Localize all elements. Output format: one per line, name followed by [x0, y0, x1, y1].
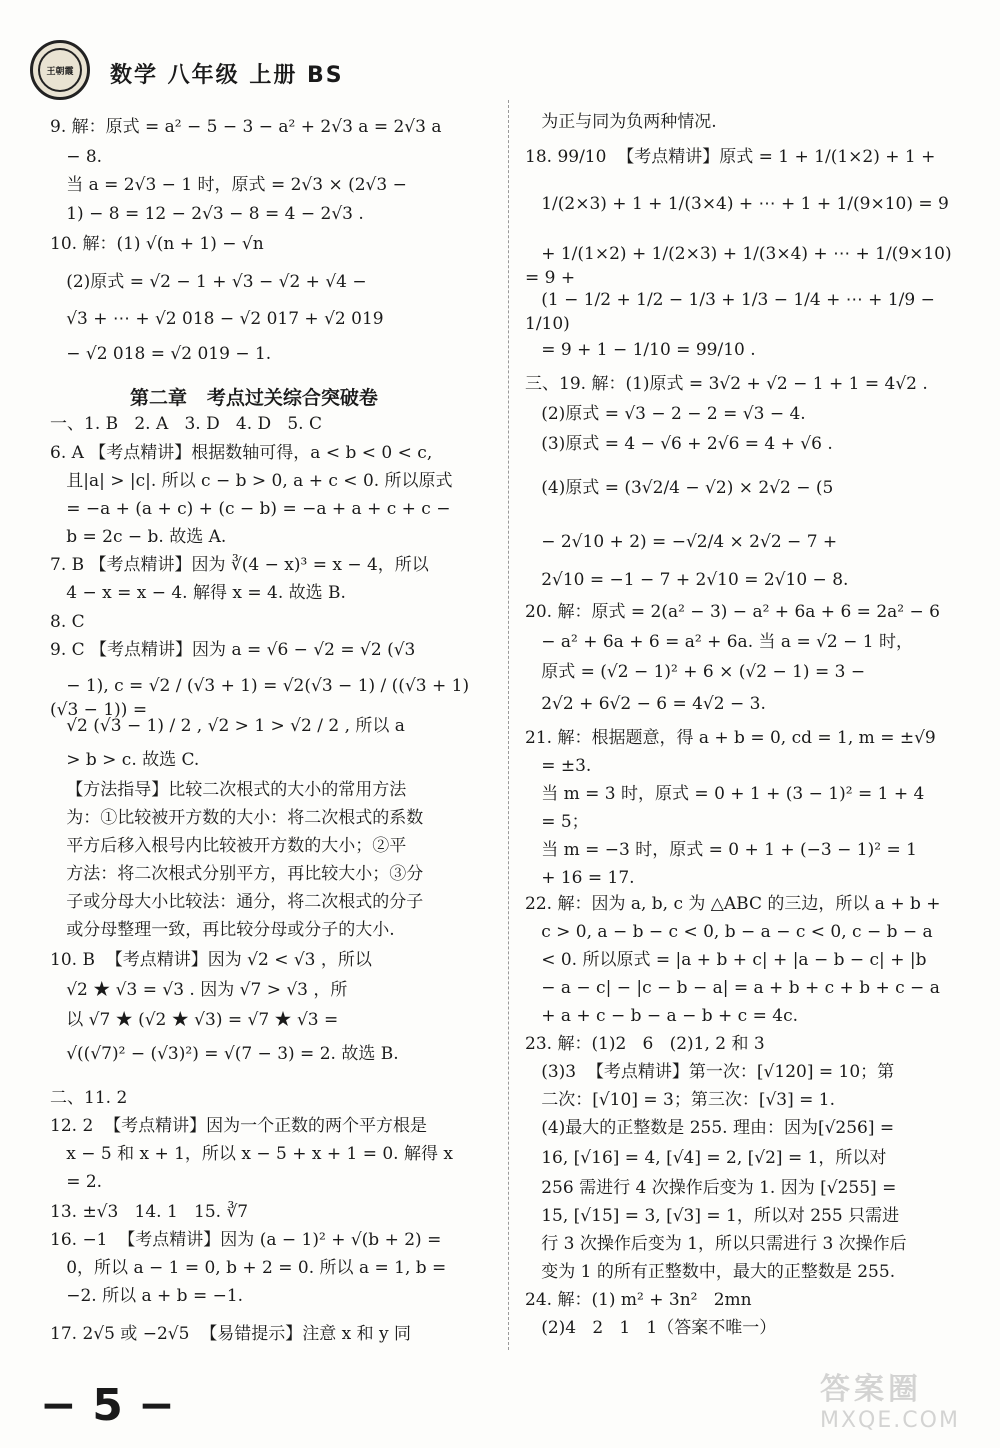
text-line: 2√2 + 6√2 − 6 = 4√2 − 3. [525, 694, 766, 714]
text-line: 为正与同为负两种情况. [525, 112, 717, 132]
text-line: 16, [√16] = 4, [√4] = 2, [√2] = 1，所以对 [525, 1148, 887, 1168]
text-line: 行 3 次操作后变为 1，所以只需进行 3 次操作后 [525, 1234, 907, 1254]
text-line: < 0. 所以原式 = |a + b + c| + |a − b − c| + |b [525, 950, 927, 970]
text-line: (4)最大的正整数是 255. 理由：因为[√256] = [525, 1118, 895, 1138]
text-line: 且|a| > |c|. 所以 c − b > 0, a + c < 0. 所以原式 [50, 471, 453, 491]
page-number: − 5 − [40, 1380, 175, 1431]
text-line: 8. C [50, 612, 85, 632]
text-line: 17. 2√5 或 −2√5 【易错提示】注意 x 和 y 同 [50, 1324, 412, 1344]
text-line: 21. 解：根据题意，得 a + b = 0, cd = 1, m = ±√9 [525, 728, 936, 748]
text-line: 2√10 = −1 − 7 + 2√10 = 2√10 − 8. [525, 570, 849, 590]
text-line: = 9 + 1 − 1/10 = 99/10 . [525, 340, 756, 360]
text-line: = ±3. [525, 756, 592, 776]
text-line: 13. ±√3 14. 1 15. ∛7 [50, 1202, 249, 1222]
text-line: x − 5 和 x + 1，所以 x − 5 + x + 1 = 0. 解得 x [50, 1144, 453, 1164]
text-line: 第二章 考点过关综合突破卷 [130, 387, 378, 409]
text-line: (3)原式 = 4 − √6 + 2√6 = 4 + √6 . [525, 434, 833, 454]
text-line: 10. B 【考点精讲】因为 √2 < √3 ，所以 [50, 950, 372, 970]
text-line: √((√7)² − (√3)²) = √(7 − 3) = 2. 故选 B. [50, 1044, 399, 1064]
text-line: (3)3 【考点精讲】第一次：[√120] = 10；第 [525, 1062, 895, 1082]
text-line: 22. 解：因为 a, b, c 为 △ABC 的三边，所以 a + b + [525, 894, 941, 914]
text-line: 15, [√15] = 3, [√3] = 1，所以对 255 只需进 [525, 1206, 900, 1226]
text-line: 以 √7 ★ (√2 ★ √3) = √7 ★ √3 = [50, 1010, 339, 1030]
text-line: 24. 解：(1) m² + 3n² 2mn [525, 1290, 752, 1310]
watermark-url: MXQE.COM [820, 1408, 960, 1433]
text-line: 当 a = 2√3 − 1 时，原式 = 2√3 × (2√3 − [50, 175, 407, 195]
text-line: 当 m = 3 时，原式 = 0 + 1 + (3 − 1)² = 1 + 4 [525, 784, 925, 804]
watermark-title: 答案圈 [820, 1372, 922, 1407]
text-line: + 16 = 17. [525, 868, 635, 888]
text-line: 1) − 8 = 12 − 2√3 − 8 = 4 − 2√3 . [50, 204, 364, 224]
watermark [820, 1364, 980, 1434]
text-line: (4)原式 = (3√2/4 − √2) × 2√2 − (5 [525, 478, 834, 498]
text-line: 原式 = (√2 − 1)² + 6 × (√2 − 1) = 3 − [525, 662, 866, 682]
logo-text: 王朝霞 [38, 48, 82, 92]
text-line: b = 2c − b. 故选 A. [50, 527, 227, 547]
text-line: 18. 99/10 【考点精讲】原式 = 1 + 1/(1×2) + 1 + [525, 147, 936, 167]
text-line: √2 ★ √3 = √3 . 因为 √7 > √3 ，所 [50, 980, 348, 1000]
text-line: (2)4 2 1 1（答案不唯一） [525, 1318, 777, 1338]
page-number-value: 5 [92, 1380, 123, 1431]
text-line: − √2 018 = √2 019 − 1. [50, 344, 272, 364]
text-line: 256 需进行 4 次操作后变为 1. 因为 [√255] = [525, 1178, 897, 1198]
text-line: 12. 2 【考点精讲】因为一个正数的两个平方根是 [50, 1116, 428, 1136]
text-line: 1/(2×3) + 1 + 1/(3×4) + ⋯ + 1 + 1/(9×10) = 9 [525, 194, 949, 214]
text-line: 二、11. 2 [50, 1088, 128, 1108]
text-line: + a + c − b − a − b + c = 4c. [525, 1006, 798, 1026]
text-line: c > 0, a − b − c < 0, b − a − c < 0, c − b − a [525, 922, 933, 942]
text-line: (1 − 1/2 + 1/2 − 1/3 + 1/3 − 1/4 + ⋯ + 1/9 − 1/10) [525, 290, 941, 334]
text-line: 子或分母大小比较法：通分，将二次根式的分子 [50, 892, 424, 912]
text-line: 6. A 【考点精讲】根据数轴可得，a < b < 0 < c, [50, 443, 433, 463]
text-line: = −a + (a + c) + (c − b) = −a + a + c + c − [50, 499, 451, 519]
text-line: − 2√10 + 2) = −√2/4 × 2√2 − 7 + [525, 532, 838, 552]
text-line: 二次：[√10] = 3；第三次：[√3] = 1. [525, 1090, 835, 1110]
text-line: 16. −1 【考点精讲】因为 (a − 1)² + √(b + 2) = [50, 1230, 442, 1250]
text-line: > b > c. 故选 C. [50, 750, 200, 770]
text-line: 【方法指导】比较二次根式的大小的常用方法 [50, 780, 407, 800]
text-line: − 1), c = √2 / (√3 + 1) = √2(√3 − 1) / ((√3 + 1)(√3 − 1)) = [50, 676, 470, 720]
text-line: (2)原式 = √2 − 1 + √3 − √2 + √4 − [50, 272, 367, 292]
text-line: − 8. [50, 147, 103, 167]
text-line: 变为 1 的所有正整数中，最大的正整数是 255. [525, 1262, 896, 1282]
text-line: (2)原式 = √3 − 2 − 2 = √3 − 4. [525, 404, 806, 424]
text-line: 为：①比较被开方数的大小：将二次根式的系数 [50, 808, 424, 828]
text-line: 或分母整理一致，再比较分母或分子的大小. [50, 920, 395, 940]
publisher-logo [30, 40, 90, 100]
text-line: 9. 解：原式 = a² − 5 − 3 − a² + 2√3 a = 2√3 a [50, 117, 442, 137]
text-line: 9. C 【考点精讲】因为 a = √6 − √2 = √2 (√3 [50, 640, 416, 660]
text-line: 三、19. 解：(1)原式 = 3√2 + √2 − 1 + 1 = 4√2 . [525, 374, 928, 394]
text-line: 一、1. B 2. A 3. D 4. D 5. C [50, 414, 322, 434]
text-line: + 1/(1×2) + 1/(2×3) + 1/(3×4) + ⋯ + 1/(9×10) = 9 + [525, 244, 958, 288]
text-line: 7. B 【考点精讲】因为 ∛(4 − x)³ = x − 4，所以 [50, 555, 429, 575]
text-line: − a − c| − |c − b − a| = a + b + c + b + c − a [525, 978, 940, 998]
text-line: 10. 解：(1) √(n + 1) − √n [50, 234, 264, 254]
text-line: − a² + 6a + 6 = a² + 6a. 当 a = √2 − 1 时， [525, 632, 914, 652]
page-header [30, 36, 970, 116]
book-title: 数学 八年级 上册 BS [110, 63, 344, 88]
column-divider [508, 100, 509, 1350]
text-line: 4 − x = x − 4. 解得 x = 4. 故选 B. [50, 583, 346, 603]
text-line: 当 m = −3 时，原式 = 0 + 1 + (−3 − 1)² = 1 [525, 840, 917, 860]
text-line: 20. 解：原式 = 2(a² − 3) − a² + 6a + 6 = 2a² − 6 [525, 602, 940, 622]
text-line: √3 + ⋯ + √2 018 − √2 017 + √2 019 [50, 309, 384, 329]
text-line: = 2. [50, 1172, 103, 1192]
text-line: √2 (√3 − 1) / 2 , √2 > 1 > √2 / 2 , 所以 a [50, 716, 405, 736]
text-line: 0，所以 a − 1 = 0, b + 2 = 0. 所以 a = 1, b = [50, 1258, 447, 1278]
text-line: 平方后移入根号内比较被开方数的大小；②平 [50, 836, 407, 856]
text-line: 23. 解：(1)2 6 (2)1, 2 和 3 [525, 1034, 765, 1054]
text-line: −2. 所以 a + b = −1. [50, 1286, 244, 1306]
text-line: 方法：将二次根式分别平方，再比较大小；③分 [50, 864, 424, 884]
text-line: = 5； [525, 812, 589, 832]
